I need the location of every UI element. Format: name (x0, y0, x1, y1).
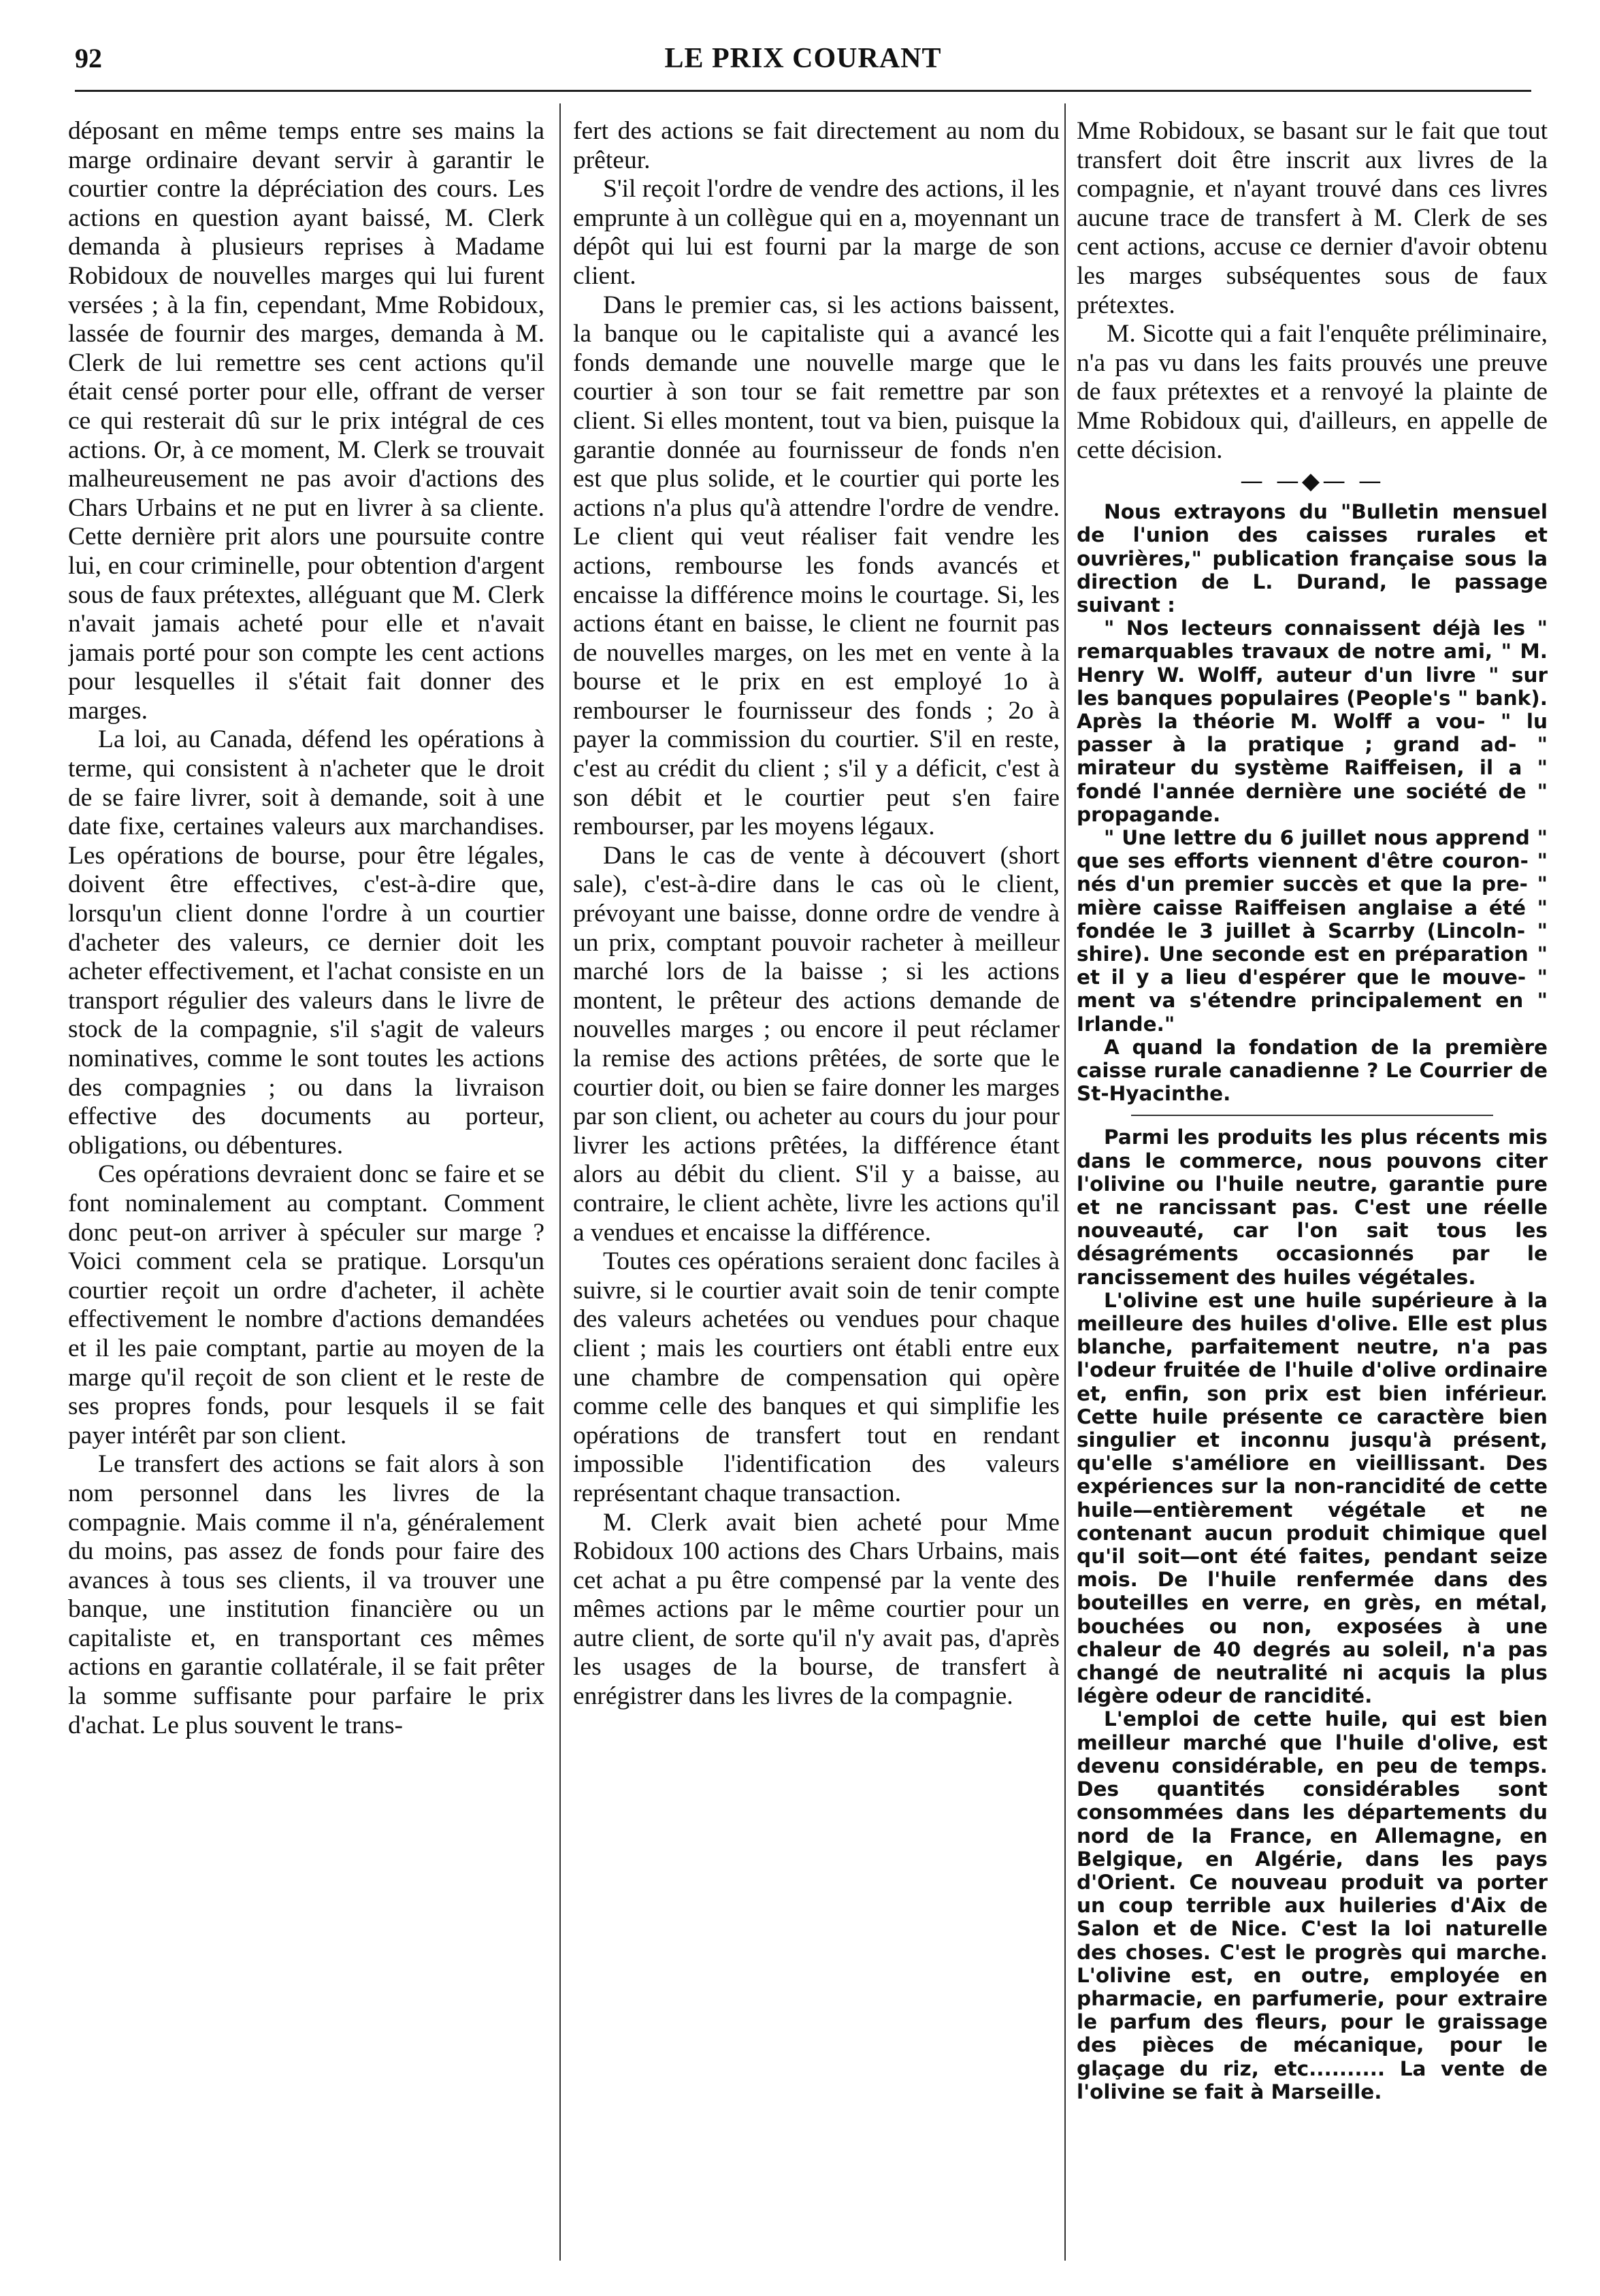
paragraph: A quand la fondation de la première caisse rurale canadienne ? Le Courrier de St-Hyacinthe. (1077, 1035, 1548, 1106)
column-3 (1077, 117, 1548, 2261)
section-ornament: — —◆— — (1240, 468, 1384, 495)
paragraph: L'olivine est une huile supérieure à la meilleure des huiles d'olive. Elle est plus blanche, parfaitement neutre, n'a pas l'odeur fruitée de l'huile d'olive ordinaire et, enfin, son prix est bien inférieur. Cette huile présente ce caractère bien singulier et inconnu jusqu'à présent, qu'elle s'améliore en vieillissant. Des expériences sur la non-rancidité de cette huile—entièrement végétale et ne contenant aucun produit chimique quel qu'il soit—ont été faites, pendant seize mois. De l'huile renfermée dans des bouteilles en verre, en grès, en métal, bouchées ou non, exposées à une chaleur de 40 degrés au soleil, n'a pas changé de neutralité ni acquis la plus légère odeur de rancidité. (1077, 1288, 1548, 1708)
quoted-paragraph: " Une lettre du 6 juillet nous apprend " que ses efforts viennent d'être couron- " nés d'un premier succès et que la pre- " mière caisse Raiffeisen anglaise a été " fondée le 3 juillet à Scarrby (Lincoln- " shire). Une seconde est en préparation " et il y a lieu d'espérer que le mouve- " ment va s'étendre principalement en " Irlande." (1077, 825, 1548, 1036)
paragraph: Toutes ces opérations seraient donc faciles à suivre, si le courtier avait soin de tenir compte des valeurs achetées ou vendues pour chaque client ; mais les courtiers ont établi entre eux une chambre de compensation qui opère comme celle des banques et qui simplifie les opérations de transfert tout en rendant impossible l'identification des valeurs représentant chaque transaction. (573, 1247, 1060, 1507)
column-rule-1 (559, 103, 561, 2261)
paragraph: fert des actions se fait directement au nom du prêteur. (573, 117, 1060, 174)
running-title: LE PRIX COURANT (664, 43, 942, 74)
column-rule-2 (1064, 103, 1066, 2261)
olivine-article (1077, 1126, 1548, 2103)
paragraph: Le transfert des actions se fait alors à son nom personnel dans les livres de la compagnie. Mais comme il n'a, généralement du moins, pas assez de fonds pour faire des avances à tous ses clients, il va trouver une banque, une institution financière ou un capitaliste et, en transportant ces mêmes actions en garantie collatérale, il se fait prêter la somme suffisante pour parfaire le prix d'achat. Le plus souvent le trans- (68, 1450, 544, 1739)
paragraph: Mme Robidoux, se basant sur le fait que tout transfert doit être inscrit aux livres de la compagnie, et n'ayant trouvé dans ces livres aucune trace de transfert à M. Clerk de ses cent actions, accuse ce dernier d'avoir obtenu les marges subséquentes sous de faux prétextes. (1077, 117, 1548, 319)
paragraph: L'emploi de cette huile, qui est bien meilleur marché que l'huile d'olive, est devenu considérable, en peu de temps. Des quantités considérables sont consommées dans les départements du nord de la France, en Allemagne, en Belgique, en Algérie, dans les pays d'Orient. Ce nouveau produit va porter un coup terrible aux huileries d'Aix de Salon et de Nice. C'est la loi naturelle des choses. C'est le progrès qui marche. L'olivine est, en outre, employée en pharmacie, en parfumerie, pour extraire le parfum des fleurs, pour le graissage des pièces de mécanique, pour le glaçage du riz, etc.......... La vente de l'olivine se fait à Marseille. (1077, 1707, 1548, 2103)
paragraph: Dans le cas de vente à découvert (short sale), c'est-à-dire dans le cas où le client, prévoyant une baisse, donne ordre de vendre à un prix, comptant pouvoir racheter à meilleur marché lors de la baisse ; si les actions montent, le prêteur des actions demande de nouvelles marges ; ou encore il peut réclamer la remise des actions prêtées, de sorte que le courtier doit, ou bien se faire donner les marges par son client, ou acheter au cours du jour pour livrer les actions prêtées, la différence étant alors au débit du client. S'il y a baisse, au contraire, le client achète, livre les actions qu'il a vendues et encaisse la différence. (573, 841, 1060, 1247)
paragraph: Dans le premier cas, si les actions baissent, la banque ou le capitaliste qui a avancé les fonds demande une nouvelle marge que le courtier à son tour se fait remettre par son client. Si elles montent, tout va bien, puisque la garantie donnée au fournisseur de fonds n'en est que plus solide, et le courtier qui porte les actions n'a plus qu'à attendre l'ordre de vendre. Le client qui veut réaliser fait vendre les actions, rembourse les fonds avancés et encaisse la différence moins le courtage. Si, les actions étant en baisse, le client ne fournit pas de nouvelles marges, on les met en vente à la bourse et le prix en est employé 1o à rembourser le fournisseur des fonds ; 2o à payer la commission du courtier. S'il en reste, c'est au crédit du client ; s'il y a déficit, c'est à son débit et le courtier peut s'en faire rembourser, par les moyens légaux. (573, 291, 1060, 841)
paragraph: M. Sicotte qui a fait l'enquête préliminaire, n'a pas vu dans les faits prouvés une preuve de faux prétextes et a renvoyé la plainte de Mme Robidoux qui, d'ailleurs, en appelle de cette décision. (1077, 320, 1548, 464)
page-number: 92 (75, 43, 102, 73)
paragraph: Parmi les produits les plus récents mis dans le commerce, nous pouvons citer l'olivine ou l'huile neutre, garantie pure et ne rancissant pas. C'est une réelle nouveauté, car l'on sait tous les désagréments occasionnés par le rancissement des huiles végétales. (1077, 1126, 1548, 1289)
column-1 (68, 117, 544, 2261)
paragraph: déposant en même temps entre ses mains la marge ordinaire devant servir à garantir le courtier contre la dépréciation des cours. Les actions en question ayant baissé, M. Clerk demanda à plusieurs reprises à Madame Robidoux de nouvelles marges qui lui furent versées ; à la fin, cependant, Mme Robidoux, lassée de fournir des marges, demanda à M. Clerk de lui remettre ses cent actions qu'il était censé porter pour elle, offrant de verser ce qui resterait dû sur le prix intégral de ces actions. Or, à ce moment, M. Clerk se trouvait malheureusement ne pas avoir d'actions des Chars Urbains et ne put en livrer à sa cliente. Cette dernière prit alors une poursuite contre lui, en cour criminelle, pour obtention d'argent sous de faux prétextes, alléguant que M. Clerk n'avait jamais acheté pour elle et n'avait jamais porté pour son compte les cent actions pour lesquelles il s'était fait donner des marges. (68, 117, 544, 725)
paragraph: Ces opérations devraient donc se faire et se font nominalement au comptant. Comment donc peut-on arriver à spéculer sur marge ? Voici comment cela se pratique. Lorsqu'un courtier reçoit un ordre d'acheter, il achète effectivement le nombre d'actions demandées et il les paie comptant, partie au moyen de la marge qu'il reçoit de son client et le reste de ses propres fonds, pour lesquels il se fait payer intérêt par son client. (68, 1160, 544, 1449)
section-divider (1131, 1115, 1493, 1116)
paragraph: S'il reçoit l'ordre de vendre des actions, il les emprunte à un collègue qui en a, moyennant un dépôt qui lui est fourni par la marge de son client. (573, 175, 1060, 290)
header-rule (75, 90, 1531, 92)
paragraph: M. Clerk avait bien acheté pour Mme Robidoux 100 actions des Chars Urbains, mais cet achat a pu être compensé par la vente des mêmes actions par le même courtier pour un autre client, de sorte qu'il n'y avait pas, d'après les usages de la bourse, de transfert à enrégistrer dans les livres de la compagnie. (573, 1508, 1060, 1711)
page-header (75, 42, 1531, 83)
quoted-paragraph: " Nos lecteurs connaissent déjà les " remarquables travaux de notre ami, " M. Henry W. Wolff, auteur d'un livre " sur les banques populaires (People's " bank). Après la théorie M. Wolff a vou- " lu passer à la pratique ; grand ad- " mirateur du système Raiffeisen, il a " fondé l'année dernière une société de " propagande. (1077, 617, 1548, 826)
bulletin-extract (1077, 500, 1548, 1105)
paragraph: La loi, au Canada, défend les opérations à terme, qui consistent à n'acheter que le droit de se faire livrer, soit à demande, soit à une date fixe, certaines valeurs aux marchandises. Les opérations de bourse, pour être légales, doivent être effectives, c'est-à-dire que, lorsqu'un client donne l'ordre à un courtier d'acheter des valeurs, ce dernier doit les acheter effectivement, et l'achat consiste en un transport régulier des valeurs dans le livre de stock de la compagnie, s'il s'agit de valeurs nominatives, comme le sont toutes les actions des compagnies ; ou dans la livraison effective des documents au porteur, obligations, ou débentures. (68, 725, 544, 1160)
paragraph: Nous extrayons du "Bulletin mensuel de l'union des caisses rurales et ouvrières," publication française sous la direction de L. Durand, le passage suivant : (1077, 500, 1548, 617)
column-2 (573, 117, 1060, 2261)
